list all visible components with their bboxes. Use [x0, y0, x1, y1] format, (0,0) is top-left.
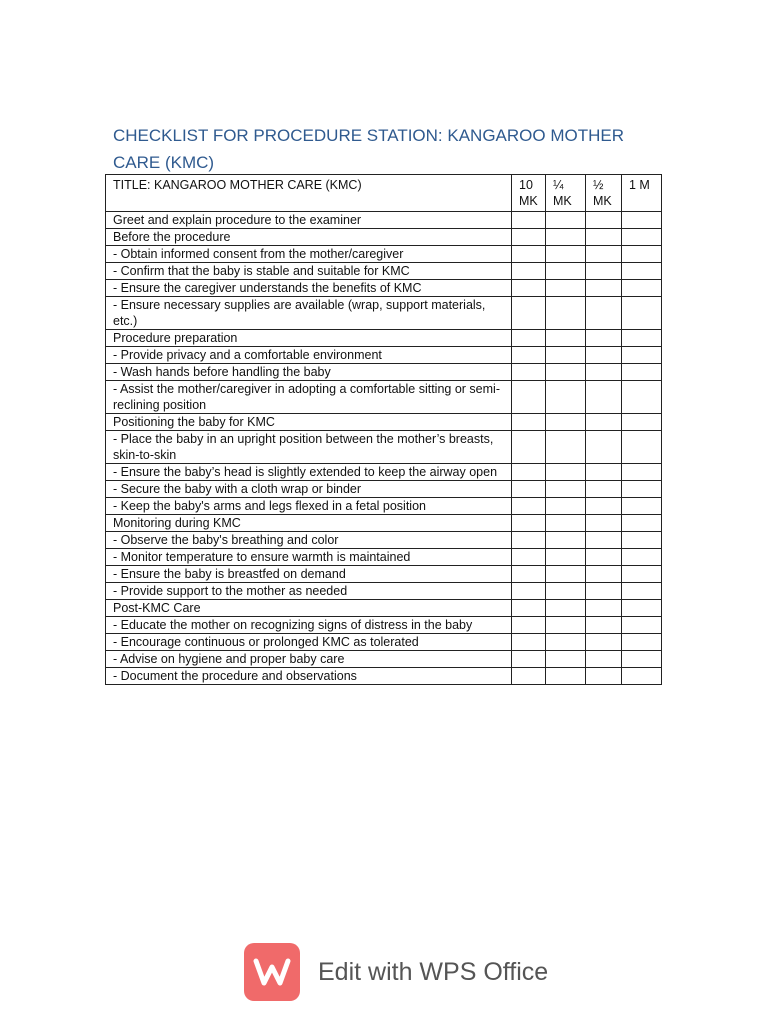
score-cell-10-mk[interactable] [512, 583, 546, 600]
score-cell-quarter-mk[interactable] [546, 651, 586, 668]
score-cell-10-mk[interactable] [512, 532, 546, 549]
score-cell-quarter-mk[interactable] [546, 566, 586, 583]
header-1-m: 1 M [622, 175, 662, 212]
score-cell-10-mk[interactable] [512, 566, 546, 583]
row-description: - Ensure the baby is breastfed on demand [106, 566, 512, 583]
row-description: - Obtain informed consent from the mother/caregiver [106, 246, 512, 263]
row-description: Before the procedure [106, 229, 512, 246]
header-quarter-mk: ¼ MK [546, 175, 586, 212]
score-cell-1-m[interactable] [622, 600, 662, 617]
score-cell-half-mk[interactable] [586, 549, 622, 566]
score-cell-half-mk[interactable] [586, 481, 622, 498]
score-cell-10-mk[interactable] [512, 600, 546, 617]
score-cell-1-m[interactable] [622, 212, 662, 229]
score-cell-1-m[interactable] [622, 634, 662, 651]
score-cell-quarter-mk[interactable] [546, 634, 586, 651]
score-cell-10-mk[interactable] [512, 212, 546, 229]
score-cell-1-m[interactable] [622, 330, 662, 347]
table-row [106, 297, 662, 330]
score-cell-half-mk[interactable] [586, 364, 622, 381]
score-cell-quarter-mk[interactable] [546, 600, 586, 617]
score-cell-1-m[interactable] [622, 617, 662, 634]
table-row [106, 414, 662, 431]
score-cell-10-mk[interactable] [512, 263, 546, 280]
table-row [106, 481, 662, 498]
score-cell-half-mk[interactable] [586, 381, 622, 414]
table-row [106, 532, 662, 549]
score-cell-10-mk[interactable] [512, 246, 546, 263]
table-row [106, 330, 662, 347]
table-row [106, 549, 662, 566]
header-half-mk: ½ MK [586, 175, 622, 212]
score-cell-quarter-mk[interactable] [546, 347, 586, 364]
table-row [106, 246, 662, 263]
score-cell-1-m[interactable] [622, 651, 662, 668]
score-cell-quarter-mk[interactable] [546, 583, 586, 600]
score-cell-quarter-mk[interactable] [546, 668, 586, 685]
table-row [106, 498, 662, 515]
score-cell-1-m[interactable] [622, 583, 662, 600]
header-title: TITLE: KANGAROO MOTHER CARE (KMC) [106, 175, 512, 212]
score-cell-10-mk[interactable] [512, 668, 546, 685]
score-cell-1-m[interactable] [622, 246, 662, 263]
score-cell-quarter-mk[interactable] [546, 229, 586, 246]
score-cell-1-m[interactable] [622, 431, 662, 464]
score-cell-10-mk[interactable] [512, 414, 546, 431]
score-cell-quarter-mk[interactable] [546, 364, 586, 381]
score-cell-10-mk[interactable] [512, 464, 546, 481]
score-cell-half-mk[interactable] [586, 600, 622, 617]
score-cell-1-m[interactable] [622, 549, 662, 566]
table-row [106, 634, 662, 651]
score-cell-half-mk[interactable] [586, 566, 622, 583]
score-cell-1-m[interactable] [622, 263, 662, 280]
row-description: - Ensure the baby’s head is slightly extended to keep the airway open [106, 464, 512, 481]
score-cell-half-mk[interactable] [586, 347, 622, 364]
score-cell-quarter-mk[interactable] [546, 515, 586, 532]
score-cell-half-mk[interactable] [586, 515, 622, 532]
score-cell-half-mk[interactable] [586, 634, 622, 651]
score-cell-quarter-mk[interactable] [546, 297, 586, 330]
row-description: Post-KMC Care [106, 600, 512, 617]
row-description: - Advise on hygiene and proper baby care [106, 651, 512, 668]
score-cell-quarter-mk[interactable] [546, 481, 586, 498]
score-cell-10-mk[interactable] [512, 381, 546, 414]
score-cell-1-m[interactable] [622, 532, 662, 549]
row-description: Positioning the baby for KMC [106, 414, 512, 431]
row-description: Monitoring during KMC [106, 515, 512, 532]
score-cell-1-m[interactable] [622, 515, 662, 532]
table-body [106, 212, 662, 685]
score-cell-1-m[interactable] [622, 464, 662, 481]
score-cell-quarter-mk[interactable] [546, 280, 586, 297]
score-cell-half-mk[interactable] [586, 651, 622, 668]
score-cell-10-mk[interactable] [512, 330, 546, 347]
score-cell-1-m[interactable] [622, 280, 662, 297]
row-description: - Wash hands before handling the baby [106, 364, 512, 381]
table-row [106, 600, 662, 617]
score-cell-quarter-mk[interactable] [546, 212, 586, 229]
row-description: Procedure preparation [106, 330, 512, 347]
score-cell-half-mk[interactable] [586, 212, 622, 229]
score-cell-10-mk[interactable] [512, 651, 546, 668]
row-description: Greet and explain procedure to the examiner [106, 212, 512, 229]
score-cell-half-mk[interactable] [586, 668, 622, 685]
score-cell-10-mk[interactable] [512, 549, 546, 566]
row-description: - Ensure necessary supplies are available (wrap, support materials, etc.) [106, 297, 512, 330]
score-cell-half-mk[interactable] [586, 464, 622, 481]
row-description: - Secure the baby with a cloth wrap or binder [106, 481, 512, 498]
header-10-mk: 10 MK [512, 175, 546, 212]
score-cell-10-mk[interactable] [512, 364, 546, 381]
score-cell-half-mk[interactable] [586, 617, 622, 634]
row-description: - Document the procedure and observations [106, 668, 512, 685]
row-description: - Observe the baby's breathing and color [106, 532, 512, 549]
table-row [106, 651, 662, 668]
row-description: - Monitor temperature to ensure warmth is maintained [106, 549, 512, 566]
score-cell-quarter-mk[interactable] [546, 498, 586, 515]
score-cell-half-mk[interactable] [586, 229, 622, 246]
score-cell-half-mk[interactable] [586, 532, 622, 549]
score-cell-10-mk[interactable] [512, 617, 546, 634]
table-row [106, 668, 662, 685]
score-cell-quarter-mk[interactable] [546, 414, 586, 431]
score-cell-1-m[interactable] [622, 364, 662, 381]
table-row [106, 229, 662, 246]
row-description: - Educate the mother on recognizing signs of distress in the baby [106, 617, 512, 634]
score-cell-10-mk[interactable] [512, 297, 546, 330]
table-row [106, 381, 662, 414]
table-row [106, 583, 662, 600]
score-cell-1-m[interactable] [622, 668, 662, 685]
table-row [106, 515, 662, 532]
row-description: - Keep the baby's arms and legs flexed in a fetal position [106, 498, 512, 515]
table-header-row [106, 175, 662, 212]
score-cell-10-mk[interactable] [512, 229, 546, 246]
page-title: CHECKLIST FOR PROCEDURE STATION: KANGAROO MOTHER CARE (KMC) [113, 126, 624, 172]
row-description: - Encourage continuous or prolonged KMC as tolerated [106, 634, 512, 651]
score-cell-quarter-mk[interactable] [546, 381, 586, 414]
score-cell-10-mk[interactable] [512, 280, 546, 297]
table-row [106, 617, 662, 634]
score-cell-quarter-mk[interactable] [546, 549, 586, 566]
table-row [106, 566, 662, 583]
score-cell-1-m[interactable] [622, 229, 662, 246]
score-cell-10-mk[interactable] [512, 498, 546, 515]
score-cell-10-mk[interactable] [512, 515, 546, 532]
row-description: - Provide support to the mother as needed [106, 583, 512, 600]
score-cell-half-mk[interactable] [586, 246, 622, 263]
row-description: - Ensure the caregiver understands the benefits of KMC [106, 280, 512, 297]
row-description: - Assist the mother/caregiver in adopting a comfortable sitting or semi-reclining position [106, 381, 512, 414]
score-cell-10-mk[interactable] [512, 347, 546, 364]
score-cell-1-m[interactable] [622, 297, 662, 330]
row-description: - Confirm that the baby is stable and suitable for KMC [106, 263, 512, 280]
score-cell-half-mk[interactable] [586, 330, 622, 347]
score-cell-1-m[interactable] [622, 414, 662, 431]
score-cell-half-mk[interactable] [586, 280, 622, 297]
score-cell-1-m[interactable] [622, 498, 662, 515]
score-cell-half-mk[interactable] [586, 297, 622, 330]
score-cell-10-mk[interactable] [512, 431, 546, 464]
wps-footer[interactable] [244, 942, 548, 1002]
score-cell-quarter-mk[interactable] [546, 617, 586, 634]
score-cell-quarter-mk[interactable] [546, 330, 586, 347]
score-cell-10-mk[interactable] [512, 634, 546, 651]
score-cell-quarter-mk[interactable] [546, 431, 586, 464]
table-row [106, 212, 662, 229]
table-row [106, 347, 662, 364]
table-row [106, 364, 662, 381]
row-description: - Provide privacy and a comfortable environment [106, 347, 512, 364]
score-cell-1-m[interactable] [622, 347, 662, 364]
score-cell-quarter-mk[interactable] [546, 263, 586, 280]
score-cell-quarter-mk[interactable] [546, 464, 586, 481]
table-row [106, 431, 662, 464]
score-cell-half-mk[interactable] [586, 583, 622, 600]
checklist-table [105, 174, 662, 685]
edit-with-wps-link[interactable]: Edit with WPS Office [318, 957, 549, 986]
table-row [106, 464, 662, 481]
table-row [106, 263, 662, 280]
score-cell-1-m[interactable] [622, 481, 662, 498]
score-cell-half-mk[interactable] [586, 263, 622, 280]
score-cell-half-mk[interactable] [586, 498, 622, 515]
score-cell-half-mk[interactable] [586, 414, 622, 431]
wps-office-logo-icon[interactable] [244, 943, 300, 1001]
score-cell-1-m[interactable] [622, 566, 662, 583]
row-description: - Place the baby in an upright position between the mother’s breasts, skin-to-skin [106, 431, 512, 464]
table-row [106, 280, 662, 297]
score-cell-quarter-mk[interactable] [546, 246, 586, 263]
score-cell-quarter-mk[interactable] [546, 532, 586, 549]
score-cell-half-mk[interactable] [586, 431, 622, 464]
score-cell-10-mk[interactable] [512, 481, 546, 498]
score-cell-1-m[interactable] [622, 381, 662, 414]
